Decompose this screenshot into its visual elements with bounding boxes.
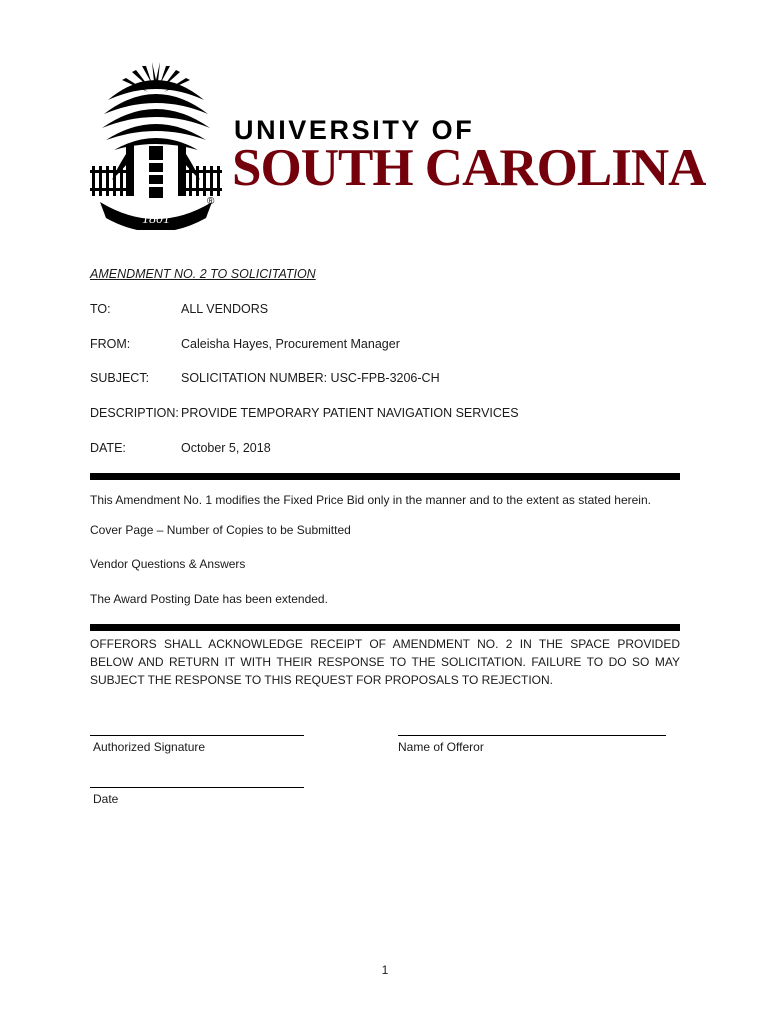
to-label: TO: [90,302,111,316]
acknowledgement-notice: OFFERORS SHALL ACKNOWLEDGE RECEIPT OF AMENDMENT NO. 2 IN THE SPACE PROVIDED BELOW AND RETURN IT WITH THEIR RESPONSE TO THE SOLICITATION. FAILURE TO DO SO MAY SUBJECT THE RESPONSE TO THIS REQUEST FOR PROPOSALS TO REJECTION. [90,637,680,687]
name-of-offeror-label: Name of Offeror [398,740,484,754]
logo-south-carolina: SOUTH CAROLINA [232,139,706,197]
date-signature-line[interactable] [90,787,304,788]
amendment-title: AMENDMENT NO. 2 TO SOLICITATION [90,267,316,281]
page-number: 1 [381,963,389,977]
subject-value: SOLICITATION NUMBER: USC-FPB-3206-CH [181,371,440,385]
svg-text:1801: 1801 [142,212,170,227]
body-line-vendor-questions: Vendor Questions & Answers [90,557,246,571]
body-line-award-posting: The Award Posting Date has been extended. [90,592,328,606]
description-value: PROVIDE TEMPORARY PATIENT NAVIGATION SERVICES [181,406,519,420]
divider-rule-bottom [90,624,680,631]
divider-rule-top [90,473,680,480]
to-value: ALL VENDORS [181,302,269,316]
authorized-signature-label: Authorized Signature [93,740,206,754]
authorized-signature-line[interactable] [90,735,304,736]
description-label: DESCRIPTION: [90,406,179,420]
body-line-cover-page: Cover Page – Number of Copies to be Submitted [90,523,351,537]
date-value: October 5, 2018 [181,441,271,455]
subject-label: SUBJECT: [90,371,150,385]
name-of-offeror-line[interactable] [398,735,666,736]
date-signature-label: Date [93,792,119,806]
logo-university-of: UNIVERSITY OF [234,115,475,145]
from-value: Caleisha Hayes, Procurement Manager [181,337,400,351]
body-line-amendment: This Amendment No. 1 modifies the Fixed Price Bid only in the manner and to the extent as stated herein. [90,493,651,507]
usc-logo [86,60,706,240]
date-label: DATE: [90,441,126,455]
palmetto-logo-icon [86,60,226,230]
from-label: FROM: [90,337,131,351]
registered-mark: ® [207,196,215,207]
